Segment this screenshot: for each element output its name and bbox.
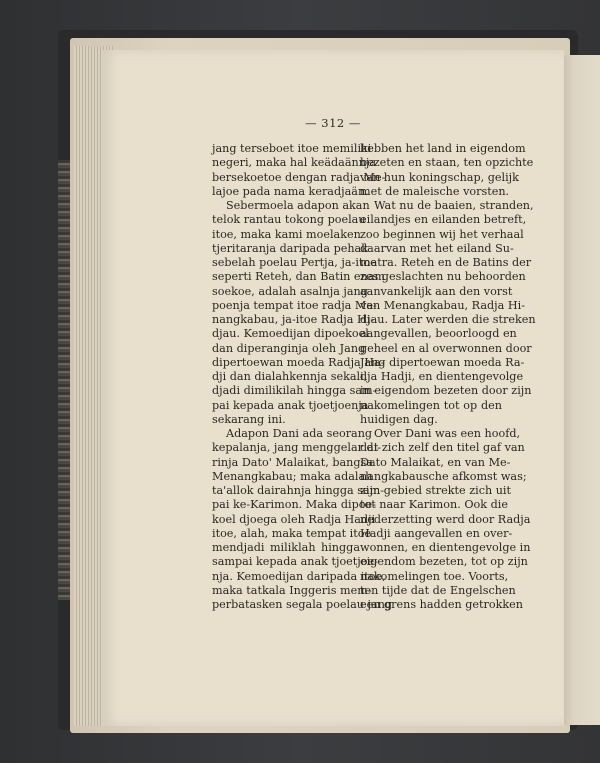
text-line: een grens hadden getrokken bbox=[360, 598, 523, 611]
text-line: nederzetting werd door Radja bbox=[360, 512, 531, 526]
text-line: mendjadi miliklah hingga bbox=[212, 541, 360, 554]
text-line: pai ke-Karimon. Maka dipoe- bbox=[212, 498, 376, 512]
text-line: Menangkabau; maka adalah bbox=[212, 469, 373, 483]
malay-text-column bbox=[212, 142, 393, 612]
text-line: dja Hadji, en dientengevolge bbox=[360, 370, 524, 383]
text-line: perbatasken segala poelau jang bbox=[212, 598, 393, 611]
text-line: pai kepada anak tjoetjoenja bbox=[212, 398, 369, 412]
text-line: matra. Reteh en de Batins der bbox=[360, 256, 532, 269]
text-line: Hadji aangevallen en over- bbox=[360, 526, 513, 540]
text-line: nangkabau, ja-itoe Radja Hi- bbox=[212, 313, 375, 326]
text-line: ta'allok dairahnja hingga sam- bbox=[212, 484, 385, 497]
text-line: zijn gebied strekte zich uit bbox=[360, 484, 511, 497]
text-line: nakomelingen tot op den bbox=[360, 398, 502, 412]
text-line: geheel en al overwonnen door bbox=[360, 341, 532, 355]
text-line: met de maleische vorsten. bbox=[360, 184, 510, 198]
text-line: itoe, maka kami moelaken bbox=[212, 227, 361, 241]
text-line: Sebermoela adapon akan bbox=[226, 199, 370, 212]
text-line: nja. Kemoedijan daripada itoe, bbox=[212, 569, 386, 583]
text-line: Wat nu de baaien, stranden, bbox=[374, 199, 534, 212]
text-line: rinja Dato' Malaikat, bangsa bbox=[212, 455, 373, 469]
text-line: sekarang ini. bbox=[212, 412, 286, 426]
text-line: eigendom bezeten, tot op zijn bbox=[360, 555, 528, 569]
text-line: djau. Later werden die streken bbox=[360, 313, 536, 326]
text-line: jang terseboet itoe memiliki bbox=[212, 142, 372, 155]
text-line: tjeritaranja daripada pehak bbox=[212, 241, 369, 255]
text-line: wonnen, en dientengevolge in bbox=[360, 541, 531, 554]
text-line: kepalanja, jang menggelar di- bbox=[212, 441, 382, 455]
text-line: Over Dani was een hoofd, bbox=[374, 427, 521, 440]
text-line: dji dan dialahkennja sekali, bbox=[212, 370, 368, 383]
text-line: nangkabausche afkomst was; bbox=[360, 469, 527, 483]
text-line: daarvan met het eiland Su- bbox=[360, 241, 514, 255]
text-line: zes geslachten nu behoorden bbox=[360, 270, 526, 284]
text-line: koel djoega oleh Radja Hadji bbox=[212, 512, 376, 526]
text-line: aanvankelijk aan den vorst bbox=[360, 284, 513, 298]
text-line: bezeten en staan, ten opzichte bbox=[360, 156, 534, 170]
text-line: seperti Reteh, dan Batin enam bbox=[212, 270, 386, 284]
text-line: zoo beginnen wij het verhaal bbox=[360, 227, 524, 241]
book-page bbox=[102, 50, 564, 726]
text-line: Dato Malaikat, en van Me- bbox=[360, 455, 511, 469]
text-line: telok rantau tokong poelau bbox=[212, 213, 366, 227]
text-line: hebben het land in eigendom bbox=[360, 142, 526, 155]
text-line: aangevallen, beoorloogd en bbox=[360, 327, 517, 341]
text-line: maka tatkala Inggeris mem- bbox=[212, 583, 372, 597]
text-line: sebelah poelau Pertja, ja-itoe bbox=[212, 256, 377, 269]
text-line: soekoe, adalah asalnja jang bbox=[212, 284, 368, 298]
text-line: itoe, alah, maka tempat itoe bbox=[212, 526, 372, 540]
dutch-text-column bbox=[360, 142, 536, 612]
text-line: huidigen dag. bbox=[360, 412, 438, 426]
text-line: van hun koningschap, gelijk bbox=[360, 170, 519, 184]
text-line: djau. Kemoedijan dipoekoel bbox=[212, 327, 369, 341]
text-line: negeri, maka hal keädaännja bbox=[212, 156, 377, 170]
text-line: tot naar Karimon. Ook die bbox=[360, 498, 508, 512]
text-line: eilandjes en eilanden betreft, bbox=[360, 213, 527, 227]
text-line: dipertoewan moeda Radja Ha- bbox=[212, 355, 385, 369]
text-line: in eigendom bezeten door zijn bbox=[360, 384, 532, 398]
text-line: dan diperanginja oleh Jang bbox=[212, 341, 366, 355]
text-line: van Menangkabau, Radja Hi- bbox=[360, 298, 525, 312]
text-line: djadi dimilikilah hingga sam- bbox=[212, 384, 377, 398]
text-line: ten tijde dat de Engelschen bbox=[360, 583, 516, 597]
text-line: dat zich zelf den titel gaf van bbox=[360, 441, 525, 455]
text-line: Jang dipertoewan moeda Ra- bbox=[360, 355, 525, 369]
text-line: Adapon Dani ada seorang bbox=[226, 427, 373, 440]
text-line: lajoe pada nama keradjaän. bbox=[212, 184, 369, 198]
text-line: poenja tempat itoe radja Me- bbox=[212, 298, 377, 312]
text-line: nakomelingen toe. Voorts, bbox=[360, 569, 509, 583]
page-number: — 312 — bbox=[305, 116, 361, 130]
text-line: bersekoetoe dengan radja Me- bbox=[212, 170, 386, 184]
text-line: sampai kepada anak tjoetjoe- bbox=[212, 555, 378, 569]
